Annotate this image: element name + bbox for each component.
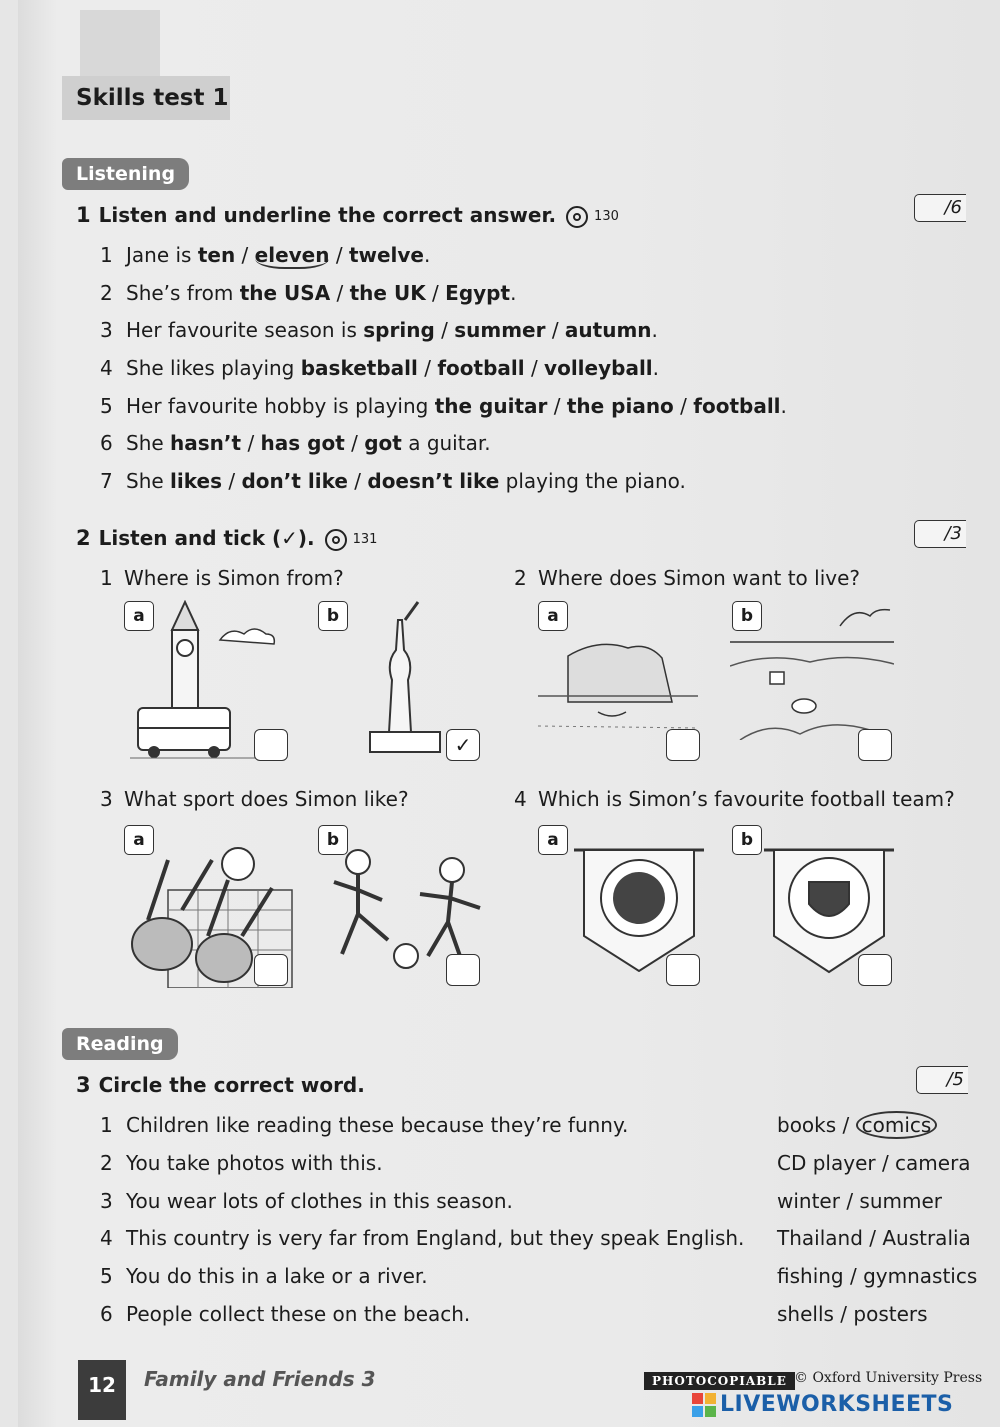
exercise-3-item xyxy=(100,1264,428,1288)
exercise-1-item xyxy=(100,281,516,305)
separator: / xyxy=(241,431,261,455)
separator: / xyxy=(330,281,350,305)
question-2: 2 Where does Simon want to live? xyxy=(514,566,861,590)
exercise-instruction: Listen and underline the correct answer. xyxy=(98,203,557,227)
exercise-1-item xyxy=(100,318,658,342)
item-text: . xyxy=(780,394,787,418)
item-number: 2 xyxy=(100,1151,113,1175)
separator: / xyxy=(547,394,567,418)
item-number: 5 xyxy=(100,1264,113,1288)
item-text: Jane is xyxy=(126,243,198,267)
item-number: 1 xyxy=(100,1113,113,1137)
option-a-label: a xyxy=(124,825,154,855)
exercise-3-title xyxy=(76,1073,365,1097)
page-title: Skills test 1 xyxy=(62,76,230,120)
option-b-label: b xyxy=(732,825,762,855)
item-text: She’s from xyxy=(126,281,240,305)
item-number: 2 xyxy=(100,281,113,305)
answer-option[interactable]: don’t like xyxy=(241,469,348,493)
exercise-1-score-box: /6 xyxy=(914,194,966,222)
word-choice xyxy=(777,1189,942,1213)
answer-option[interactable]: got xyxy=(364,431,402,455)
answer-option[interactable]: Egypt xyxy=(445,281,511,305)
separator: / xyxy=(235,243,255,267)
question-1: 1 Where is Simon from? xyxy=(100,566,344,590)
word-option[interactable]: books xyxy=(777,1113,837,1137)
answer-option[interactable]: football xyxy=(437,356,525,380)
separator: / xyxy=(344,431,365,455)
exercise-3-score-box: /5 xyxy=(916,1066,968,1094)
separator: / xyxy=(673,394,694,418)
tick-box-q4-b[interactable] xyxy=(858,954,892,986)
word-choice xyxy=(777,1151,971,1175)
question-4: 4 Which is Simon’s favourite football team? xyxy=(514,787,955,811)
item-text: She xyxy=(126,431,171,455)
item-text: You wear lots of clothes in this season. xyxy=(126,1189,513,1213)
answer-option[interactable]: football xyxy=(693,394,781,418)
item-text: Her favourite hobby is playing xyxy=(126,394,435,418)
exercise-3-item xyxy=(100,1113,628,1137)
answer-option[interactable]: likes xyxy=(170,469,222,493)
separator: / xyxy=(545,318,565,342)
item-number: 6 xyxy=(100,1302,113,1326)
word-choice xyxy=(777,1226,971,1250)
exercise-instruction: Listen and tick (✓). xyxy=(98,526,315,550)
item-text: Children like reading these because they’re funny. xyxy=(126,1113,629,1137)
separator: / xyxy=(425,281,446,305)
item-text: a guitar. xyxy=(401,431,491,455)
separator: / xyxy=(347,469,368,493)
title-tab-decoration xyxy=(80,10,160,78)
book-title: Family and Friends 3 xyxy=(144,1367,376,1391)
exercise-1-item xyxy=(100,431,491,455)
item-text: . xyxy=(651,318,658,342)
word-option[interactable]: Thailand xyxy=(777,1226,863,1250)
separator: / xyxy=(524,356,545,380)
listening-section-tab: Listening xyxy=(62,158,189,190)
photocopiable-badge: PHOTOCOPIABLE xyxy=(644,1372,795,1390)
separator: / xyxy=(862,1226,883,1250)
word-option[interactable]: CD player xyxy=(777,1151,876,1175)
word-option[interactable]: fishing xyxy=(777,1264,844,1288)
separator: / xyxy=(875,1151,896,1175)
item-text: . xyxy=(652,356,660,380)
answer-option[interactable]: the USA xyxy=(239,281,331,305)
seaside-cliffs-picture xyxy=(538,626,700,738)
item-number: 4 xyxy=(100,1226,113,1250)
reading-section-tab: Reading xyxy=(62,1028,178,1060)
option-b-label: b xyxy=(732,601,762,631)
answer-option[interactable]: the UK xyxy=(349,281,426,305)
answer-option[interactable]: spring xyxy=(363,318,435,342)
exercise-3-item xyxy=(100,1151,383,1175)
item-text: This country is very far from England, but they speak English. xyxy=(126,1226,745,1250)
exercise-3-item xyxy=(100,1302,470,1326)
liveworksheets-logo-icon xyxy=(692,1393,716,1417)
word-option[interactable]: Australia xyxy=(882,1226,971,1250)
tick-box-q2-b[interactable] xyxy=(858,729,892,761)
exercise-1-item xyxy=(100,243,430,267)
item-text: You take photos with this. xyxy=(126,1151,383,1175)
item-text: She likes playing xyxy=(126,356,301,380)
exercise-2-score-box: /3 xyxy=(914,520,966,548)
item-text: She xyxy=(126,469,171,493)
word-option[interactable]: posters xyxy=(853,1302,928,1326)
answer-option[interactable]: autumn xyxy=(564,318,652,342)
option-a-label: a xyxy=(124,601,154,631)
item-number: 6 xyxy=(100,431,113,455)
option-a-label: a xyxy=(538,825,568,855)
statue-of-liberty-picture xyxy=(360,600,450,760)
item-text: . xyxy=(510,281,517,305)
answer-option[interactable]: doesn’t like xyxy=(367,469,500,493)
audio-cd-icon[interactable] xyxy=(325,529,347,551)
exercise-instruction: Circle the correct word. xyxy=(98,1073,365,1097)
tick-box-q2-a[interactable] xyxy=(666,729,700,761)
item-number: 7 xyxy=(100,469,113,493)
word-option[interactable]: summer xyxy=(859,1189,943,1213)
manchester-united-pennant-picture xyxy=(764,826,894,974)
answer-option[interactable]: summer xyxy=(454,318,546,342)
option-b-label: b xyxy=(318,601,348,631)
answer-option[interactable]: basketball xyxy=(300,356,418,380)
item-text: . xyxy=(424,243,431,267)
item-number: 3 xyxy=(100,318,113,342)
audio-cd-icon[interactable] xyxy=(566,206,588,228)
tick-box-q3-b[interactable] xyxy=(446,954,480,986)
separator: / xyxy=(843,1264,864,1288)
item-number: 3 xyxy=(100,1189,113,1213)
countryside-farm-picture xyxy=(730,600,894,740)
answer-option[interactable]: eleven xyxy=(254,243,330,267)
exercise-2-title xyxy=(76,526,377,551)
question-3: 3 What sport does Simon like? xyxy=(100,787,409,811)
exercise-1-item xyxy=(100,394,787,418)
item-text: People collect these on the beach. xyxy=(126,1302,471,1326)
page-number: 12 xyxy=(78,1360,126,1420)
answer-option[interactable]: ten xyxy=(197,243,236,267)
liveworksheets-text: LIVEWORKSHEETS xyxy=(720,1392,954,1417)
exercise-number: 3 xyxy=(76,1073,91,1097)
chelsea-pennant-picture xyxy=(574,826,704,972)
item-text: You do this in a lake or a river. xyxy=(126,1264,428,1288)
item-number: 4 xyxy=(100,356,113,380)
word-choice xyxy=(777,1113,937,1137)
word-option[interactable]: winter xyxy=(777,1189,840,1213)
option-b-label: b xyxy=(318,825,348,855)
separator: / xyxy=(833,1302,854,1326)
word-choice xyxy=(777,1302,928,1326)
separator: / xyxy=(434,318,455,342)
word-option[interactable]: shells xyxy=(777,1302,834,1326)
liveworksheets-brand[interactable] xyxy=(692,1392,953,1417)
tick-box-q1-b[interactable]: ✓ xyxy=(446,729,480,761)
answer-option[interactable]: the piano xyxy=(566,394,674,418)
exercise-number: 2 xyxy=(76,526,91,550)
tick-box-q4-a[interactable] xyxy=(666,954,700,986)
word-option[interactable]: comics xyxy=(856,1111,938,1139)
separator: / xyxy=(222,469,242,493)
answer-option[interactable]: volleyball xyxy=(544,356,653,380)
word-option[interactable]: gymnastics xyxy=(863,1264,978,1288)
separator: / xyxy=(417,356,438,380)
copyright-notice: © Oxford University Press xyxy=(794,1370,983,1386)
item-text: playing the piano. xyxy=(499,469,686,493)
exercise-1-title xyxy=(76,203,619,228)
answer-option[interactable]: hasn’t xyxy=(170,431,242,455)
separator: / xyxy=(839,1189,860,1213)
track-number: 130 xyxy=(594,209,619,224)
exercise-3-item xyxy=(100,1226,744,1250)
item-number: 5 xyxy=(100,394,113,418)
option-a-label: a xyxy=(538,601,568,631)
exercise-1-item xyxy=(100,469,686,493)
tick-box-q1-a[interactable] xyxy=(254,729,288,761)
track-number: 131 xyxy=(352,532,378,547)
word-choice xyxy=(777,1264,977,1288)
tick-box-q3-a[interactable] xyxy=(254,954,288,986)
exercise-3-item xyxy=(100,1189,513,1213)
exercise-number: 1 xyxy=(76,203,91,227)
separator: / xyxy=(329,243,349,267)
word-option[interactable]: camera xyxy=(895,1151,971,1175)
separator: / xyxy=(836,1113,856,1137)
answer-option[interactable]: the guitar xyxy=(434,394,548,418)
answer-option[interactable]: has got xyxy=(260,431,345,455)
exercise-1-item xyxy=(100,356,659,380)
item-text: Her favourite season is xyxy=(126,318,364,342)
answer-option[interactable]: twelve xyxy=(348,243,424,267)
item-number: 1 xyxy=(100,243,113,267)
